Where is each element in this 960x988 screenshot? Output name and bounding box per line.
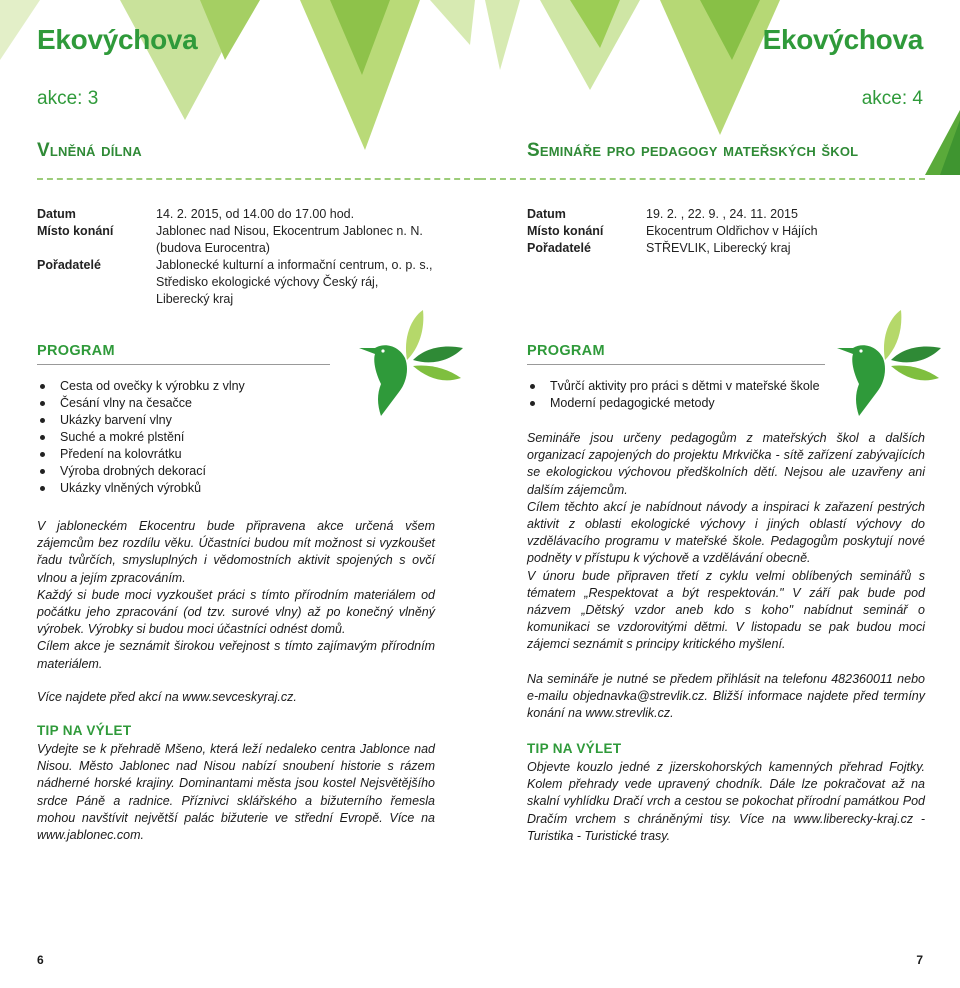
organizer-1: Jablonecké kulturní a informační centrum, o. p. s.,	[156, 258, 433, 272]
place-label: Místo konání	[37, 224, 114, 238]
date-label: Datum	[527, 207, 566, 221]
program-list	[37, 378, 367, 497]
place-value: Ekocentrum Oldřichov v Hájích	[646, 224, 818, 238]
description-paragraph: V jabloneckém Ekocentru bude připravena akce určená všem zájemcům bez rozdílu věku. Účastníci budou mít možnost si vyzkoušet řadu tvůrčích, smysluplných i vědomostních aktivit spojených s ovčí vlnou a jejím zpracováním.	[37, 519, 435, 585]
dashed-divider	[480, 178, 925, 180]
page-number: 7	[916, 953, 923, 967]
organizer-2: Středisko ekologické výchovy Český ráj,	[156, 275, 379, 289]
date-label: Datum	[37, 207, 76, 221]
program-heading: PROGRAM	[37, 343, 115, 359]
description-paragraph: V únoru bude připraven třetí z cyklu velmi oblíbených seminářů s tématem „Respektovat a být respektován." V září pak bude pod názvem „Dětský vzdor aneb kdo s koho" nabídnut seminář o komunikaci se vzdorovitými dětmi. V listopadu se pak budou moci zájemci seznámit s principy kritického myšlení.	[527, 568, 925, 652]
event-title: Vlněná dílna	[37, 140, 142, 161]
event-description	[527, 430, 925, 654]
tip-text: Objevte kouzlo jedné z jizerskohorských kamenných přehrad Fojtky. Kolem přehrady vede upravený chodník. Dále lze pokračovat až na skalní vyhlídku Dračí vrch a cestou se pokochat přírodní památkou Pod Dračím vrchem s chráněnými tisy. Více na www.liberecky-kraj.cz - Turistika - Turistické trasy.	[527, 760, 925, 843]
description-paragraph: Semináře jsou určeny pedagogům z mateřských škol a dalších organizací zapojených do projektu Mrkvička - sítě zařízení zabývajících se ekologickou výchovou předškolních dětí. Nejsou ale uzavřeny ani dalším zájemcům.	[527, 431, 925, 497]
list-item: Česání vlny na česačce	[37, 395, 367, 412]
organizers-label: Pořadatelé	[527, 241, 591, 255]
description-paragraph: Každý si bude moci vyzkoušet práci s tímto přírodním materiálem od počátku jeho zpracování (od tzv. surové vlny) až po konečný vlněný výrobek. Výrobky si budou moci účastníci odnést domů.	[37, 587, 435, 637]
date-value: 14. 2. 2015, od 14.00 do 17.00 hod.	[156, 207, 355, 221]
event-description	[37, 518, 435, 673]
organizer-3: Liberecký kraj	[156, 292, 234, 306]
event-meta	[37, 206, 433, 308]
place-value: Jablonec nad Nisou, Ekocentrum Jablonec n. N.	[156, 224, 423, 238]
event-number: akce: 4	[861, 88, 923, 109]
list-item: Tvůrčí aktivity pro práci s dětmi v mateřské škole	[527, 378, 857, 395]
description-paragraph: Cílem těchto akcí je nabídnout návody a inspiraci k zařazení pestrých aktivit z oblasti ekologické výchovy i jiných oblastí výchovy do vzdělávacího programu v mateřské škole. Pedagogům poskytují nové podněty v přístupu k výchově a vzdělávání obecně.	[527, 499, 925, 566]
list-item: Ukázky vlněných výrobků	[37, 480, 367, 497]
list-item: Cesta od ovečky k výrobku z vlny	[37, 378, 367, 395]
brand-title: Ekovýchova	[37, 24, 198, 55]
event-meta	[527, 206, 818, 257]
organizers-label: Pořadatelé	[37, 258, 101, 272]
bird-leaf-logo-icon	[355, 308, 465, 418]
dashed-divider	[37, 178, 480, 180]
date-value: 19. 2. , 22. 9. , 24. 11. 2015	[646, 207, 798, 221]
brand-title: Ekovýchova	[762, 24, 923, 55]
program-list	[527, 378, 857, 412]
program-heading: PROGRAM	[527, 343, 605, 359]
page-number: 6	[37, 953, 44, 967]
tip-heading: TIP NA VÝLET	[37, 723, 132, 738]
tip-heading: TIP NA VÝLET	[527, 741, 622, 756]
registration-info: Na semináře je nutné se předem přihlásit na telefonu 482360011 nebo e-mailu objednavka@strevlik.cz. Bližší informace najdete před termíny konání na www.strevlik.cz.	[527, 672, 925, 721]
event-title: Semináře pro pedagogy mateřských škol	[527, 140, 859, 161]
place-label: Místo konání	[527, 224, 604, 238]
place-value-2: (budova Eurocentra)	[156, 241, 270, 255]
list-item: Výroba drobných dekorací	[37, 463, 367, 480]
more-info: Více najdete před akcí na www.sevceskyraj.cz.	[37, 690, 297, 704]
organizer-1: STŘEVLIK, Liberecký kraj	[646, 241, 791, 255]
list-item: Předení na kolovrátku	[37, 446, 367, 463]
list-item: Suché a mokré plstění	[37, 429, 367, 446]
description-paragraph: Cílem akce je seznámit širokou veřejnost s tímto zajímavým přírodním materiálem.	[37, 639, 435, 671]
program-underline	[527, 364, 825, 365]
event-number: akce: 3	[37, 88, 99, 109]
program-underline	[37, 364, 330, 365]
right-page	[480, 0, 960, 988]
list-item: Ukázky barvení vlny	[37, 412, 367, 429]
list-item: Moderní pedagogické metody	[527, 395, 857, 412]
tip-text: Vydejte se k přehradě Mšeno, která leží nedaleko centra Jablonce nad Nisou. Město Jablonec nad Nisou nabízí snoubení historie s rázem nádherné horské krajiny. Dominantami města jsou kostel Nejsvětějšího srdce Páně a radnice. Příznivci sklářského a bižuterního řemesla mohou navštívit největší palác bižuterie ve střední Evropě. Více na www.jablonec.com.	[37, 742, 435, 843]
